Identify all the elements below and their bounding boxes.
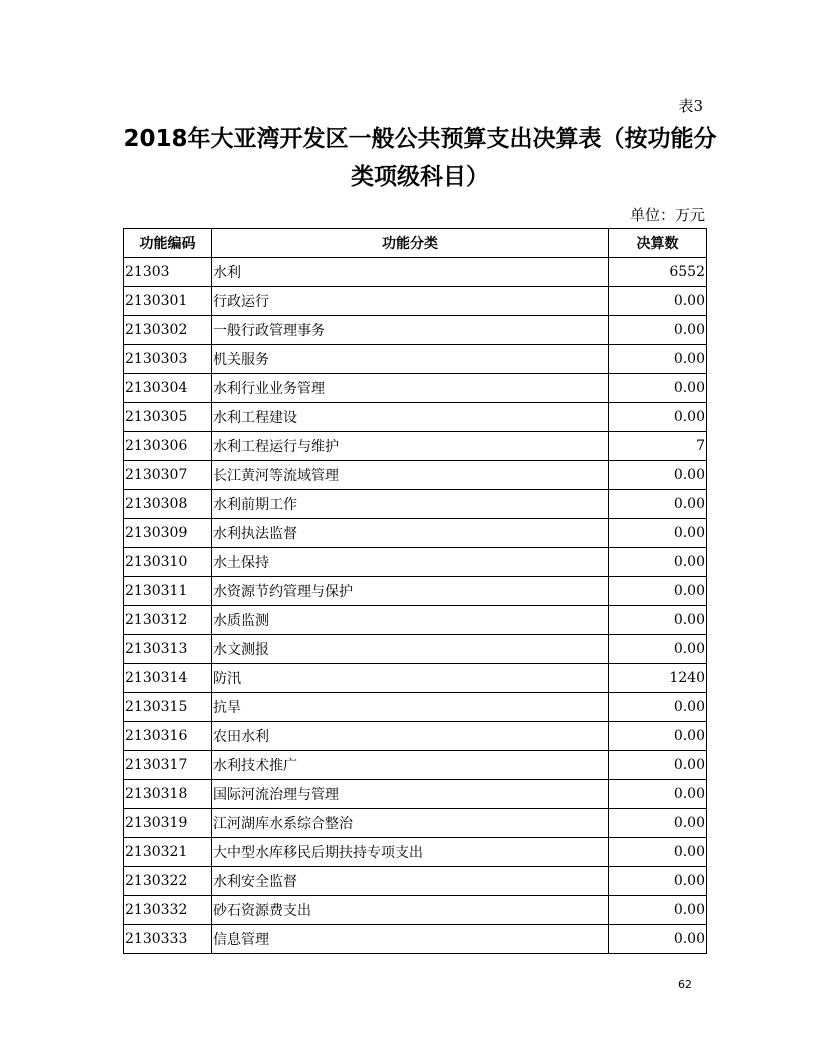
- row-code: 2130309: [124, 519, 212, 548]
- row-amount: 0.00: [609, 780, 707, 809]
- table-row: [124, 809, 707, 838]
- table-row: [124, 867, 707, 896]
- unit-label: 单位：万元: [629, 206, 705, 224]
- row-name: 一般行政管理事务: [212, 316, 609, 345]
- table-row: [124, 490, 707, 519]
- row-amount: 6552: [609, 258, 707, 287]
- row-code: 2130313: [124, 635, 212, 664]
- row-name: 江河湖库水系综合整治: [212, 809, 609, 838]
- row-name: 水资源节约管理与保护: [212, 577, 609, 606]
- table-row: [124, 577, 707, 606]
- row-amount: 0.00: [609, 374, 707, 403]
- row-code: 2130315: [124, 693, 212, 722]
- row-name: 水土保持: [212, 548, 609, 577]
- table-row: [124, 345, 707, 374]
- row-code: 2130332: [124, 896, 212, 925]
- row-name: 砂石资源费支出: [212, 896, 609, 925]
- row-amount: 0.00: [609, 316, 707, 345]
- row-code: 2130308: [124, 490, 212, 519]
- row-name: 水利执法监督: [212, 519, 609, 548]
- row-code: 2130310: [124, 548, 212, 577]
- row-amount: 0.00: [609, 751, 707, 780]
- row-name: 水利前期工作: [212, 490, 609, 519]
- row-amount: 0.00: [609, 925, 707, 954]
- row-code: 2130316: [124, 722, 212, 751]
- row-amount: 0.00: [609, 896, 707, 925]
- table-row: [124, 548, 707, 577]
- row-name: 水利技术推广: [212, 751, 609, 780]
- header-amount: 决算数: [609, 229, 707, 258]
- row-name: 水利工程运行与维护: [212, 432, 609, 461]
- page-title: 2018年大亚湾开发区一般公共预算支出决算表（按功能分类项级科目）: [123, 126, 717, 190]
- row-name: 抗旱: [212, 693, 609, 722]
- table-label: 表3: [678, 97, 703, 115]
- row-name: 大中型水库移民后期扶持专项支出: [212, 838, 609, 867]
- row-name: 水文测报: [212, 635, 609, 664]
- row-name: 信息管理: [212, 925, 609, 954]
- row-amount: 0.00: [609, 809, 707, 838]
- table-row: [124, 722, 707, 751]
- table-row: [124, 635, 707, 664]
- row-name: 防汛: [212, 664, 609, 693]
- row-code: 21303: [124, 258, 212, 287]
- table-row: [124, 432, 707, 461]
- table-row: [124, 403, 707, 432]
- table-row: [124, 896, 707, 925]
- row-amount: 0.00: [609, 345, 707, 374]
- row-code: 2130321: [124, 838, 212, 867]
- row-name: 水利: [212, 258, 609, 287]
- row-name: 长江黄河等流域管理: [212, 461, 609, 490]
- page-number: 62: [678, 978, 692, 991]
- row-code: 2130306: [124, 432, 212, 461]
- row-code: 2130333: [124, 925, 212, 954]
- table-row: [124, 606, 707, 635]
- row-code: 2130312: [124, 606, 212, 635]
- row-amount: 0.00: [609, 490, 707, 519]
- row-code: 2130311: [124, 577, 212, 606]
- row-amount: 0.00: [609, 635, 707, 664]
- row-amount: 0.00: [609, 606, 707, 635]
- table-row: [124, 693, 707, 722]
- row-amount: 0.00: [609, 838, 707, 867]
- row-name: 行政运行: [212, 287, 609, 316]
- row-name: 水利安全监督: [212, 867, 609, 896]
- row-code: 2130319: [124, 809, 212, 838]
- table-row: [124, 780, 707, 809]
- table-row: [124, 838, 707, 867]
- header-code: 功能编码: [124, 229, 212, 258]
- row-name: 水利行业业务管理: [212, 374, 609, 403]
- table-row: [124, 374, 707, 403]
- row-amount: 7: [609, 432, 707, 461]
- row-code: 2130303: [124, 345, 212, 374]
- row-code: 2130317: [124, 751, 212, 780]
- table-row: [124, 925, 707, 954]
- row-name: 农田水利: [212, 722, 609, 751]
- row-code: 2130305: [124, 403, 212, 432]
- row-name: 水质监测: [212, 606, 609, 635]
- row-name: 机关服务: [212, 345, 609, 374]
- table-row: [124, 287, 707, 316]
- table-row: [124, 258, 707, 287]
- row-amount: 0.00: [609, 287, 707, 316]
- row-code: 2130322: [124, 867, 212, 896]
- row-code: 2130318: [124, 780, 212, 809]
- table-row: [124, 461, 707, 490]
- row-amount: 0.00: [609, 548, 707, 577]
- row-code: 2130302: [124, 316, 212, 345]
- header-name: 功能分类: [212, 229, 609, 258]
- row-amount: 0.00: [609, 461, 707, 490]
- budget-table: [123, 228, 707, 954]
- table-row: [124, 751, 707, 780]
- row-name: 水利工程建设: [212, 403, 609, 432]
- row-amount: 0.00: [609, 577, 707, 606]
- row-name: 国际河流治理与管理: [212, 780, 609, 809]
- table-header-row: [124, 229, 707, 258]
- row-code: 2130304: [124, 374, 212, 403]
- row-code: 2130307: [124, 461, 212, 490]
- table-body: [124, 258, 707, 954]
- table-row: [124, 664, 707, 693]
- row-amount: 1240: [609, 664, 707, 693]
- table-row: [124, 519, 707, 548]
- row-amount: 0.00: [609, 722, 707, 751]
- row-code: 2130301: [124, 287, 212, 316]
- row-amount: 0.00: [609, 867, 707, 896]
- row-code: 2130314: [124, 664, 212, 693]
- row-amount: 0.00: [609, 519, 707, 548]
- row-amount: 0.00: [609, 693, 707, 722]
- table-row: [124, 316, 707, 345]
- row-amount: 0.00: [609, 403, 707, 432]
